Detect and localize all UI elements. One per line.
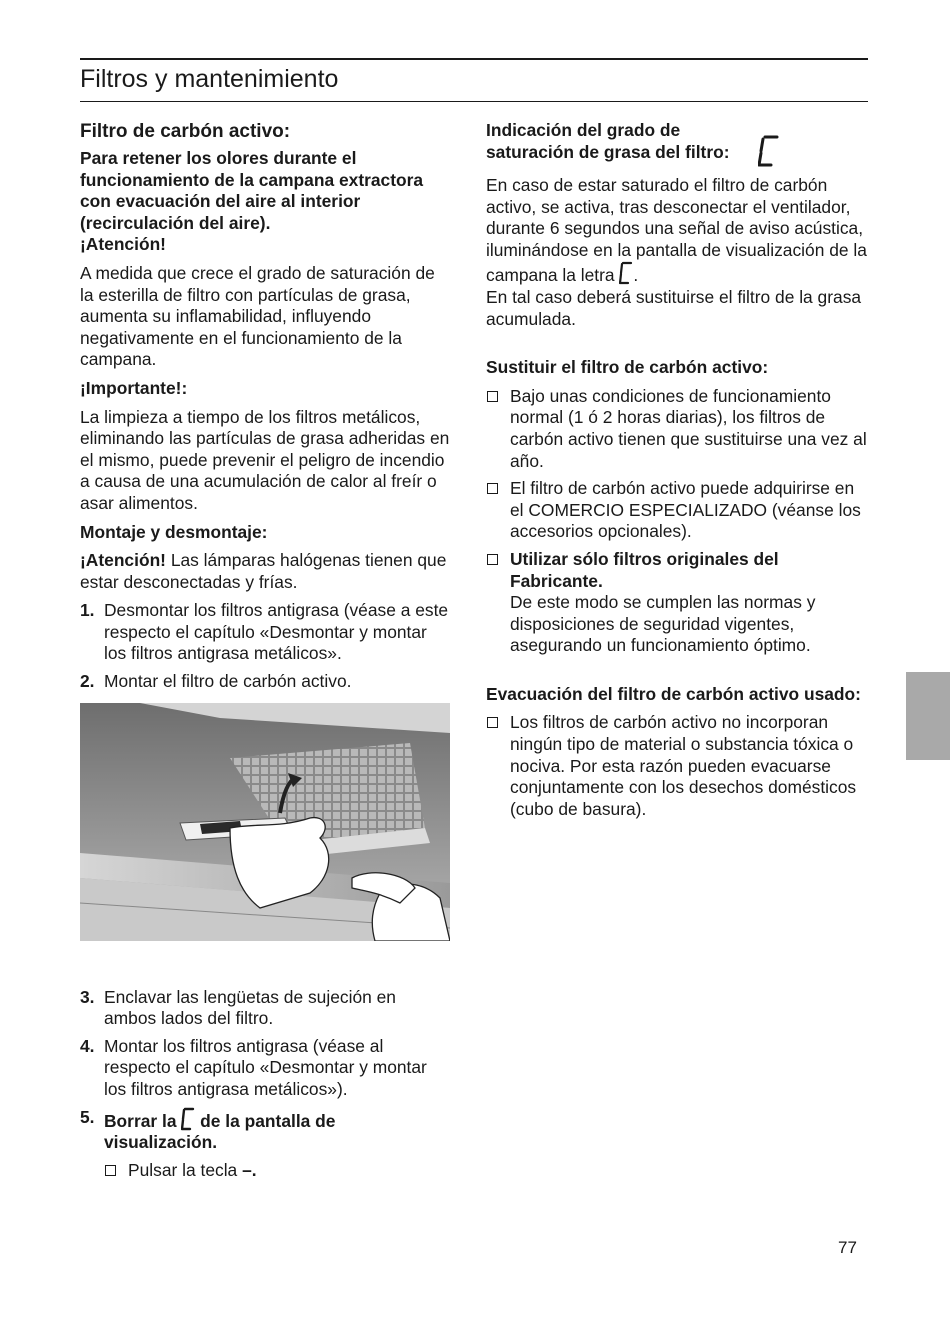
list-item [486, 549, 868, 657]
step-number: 3. [80, 986, 95, 1007]
section-tab-marker [906, 672, 950, 760]
disposal-list [486, 712, 868, 820]
mount-attention [80, 550, 452, 593]
indicator-text-1: En caso de estar saturado el filtro de carbón activo, se activa, tras desconectar el ventilador, durante 6 segundos una señal de aviso acústica, iluminándose en la pantalla de visualización de la campana la letra [486, 175, 867, 286]
step5-before: Borrar la [104, 1110, 182, 1131]
list-item [486, 712, 868, 820]
checkbox-icon [487, 483, 498, 494]
replace-list [486, 386, 868, 657]
top-rule [80, 58, 868, 60]
right-column [486, 120, 868, 827]
intro-text [80, 148, 452, 256]
replace-item-text: El filtro de carbón activo puede adquirirse en el COMERCIO ESPECIALIZADO (véanse los accesorios opcionales). [510, 478, 861, 542]
important-text: La limpieza a tiempo de los filtros metálicos, eliminando las partículas de grasa adheridas en el mismo, puede prevenir el peligro de incendio a causa de una acumulación de calor al freír o asar alimentos. [80, 406, 450, 513]
list-item [486, 386, 868, 472]
list-item [80, 987, 452, 1030]
mount-heading: Montaje y desmontaje: [80, 521, 268, 542]
disposal-heading: Evacuación del filtro de carbón activo usado: [486, 683, 861, 704]
step5-after: de la pantalla de visualización. [104, 1110, 336, 1153]
disposal-item-text: Los filtros de carbón activo no incorporan ningún tipo de material o substancia tóxica o nociva. Por esta razón pueden evacuarse conjuntamente con los desechos domésticos (cubo de basura). [510, 712, 857, 819]
step-number: 5. [80, 1106, 95, 1127]
step-number: 4. [80, 1035, 95, 1056]
display-c-icon [619, 261, 633, 285]
indicator-header [486, 120, 868, 168]
list-item [80, 671, 452, 693]
indicator-heading: Indicación del grado de saturación de grasa del filtro: [486, 120, 730, 162]
step-number: 2. [80, 671, 95, 692]
step5-sub-text [128, 1160, 452, 1182]
title-rule [80, 101, 868, 102]
important-label: ¡Importante!: [80, 377, 188, 398]
page-number: 77 [838, 1238, 857, 1257]
step-text: Montar los filtros antigrasa (véase al respecto el capítulo «Desmontar y montar los filtros antigrasa metálicos»). [104, 1035, 427, 1100]
steps-list-a [80, 600, 452, 692]
list-item [80, 1036, 452, 1101]
step-text: Enclavar las lengüetas de sujeción en ambos lados del filtro. [104, 986, 396, 1029]
safety-note: De este modo se cumplen las normas y disposiciones de seguridad vigentes, asegurando un funcionamiento óptimo. [510, 592, 816, 656]
spacer [486, 664, 868, 684]
indicator-text [486, 175, 868, 330]
attention-label: ¡Atención! [80, 234, 166, 255]
indicator-text-2: . [633, 265, 639, 286]
step-number: 1. [80, 600, 95, 621]
display-c-icon [758, 134, 780, 168]
step-text: Desmontar los filtros antigrasa (véase a este respecto el capítulo «Desmontar y montar los filtros antigrasa metálicos». [104, 600, 449, 664]
mount-attention-text: Las lámparas halógenas tienen que estar desconectadas y frías. [80, 550, 447, 592]
carbon-filter-heading: Filtro de carbón activo: [80, 121, 291, 142]
list-item [104, 1160, 452, 1182]
replace-item-text: Bajo unas condiciones de funcionamiento normal (1 ó 2 horas diarias), los filtros de carbón activo tienen que sustituirse una vez al año. [510, 385, 867, 471]
list-item [80, 600, 452, 665]
step-text [104, 1107, 452, 1154]
steps-list-b [80, 987, 452, 1182]
left-column [80, 120, 452, 1188]
list-item [486, 478, 868, 543]
filter-installation-illustration [80, 703, 450, 941]
checkbox-icon [487, 717, 498, 728]
spacer [486, 337, 868, 357]
replace-heading: Sustituir el filtro de carbón activo: [486, 357, 769, 378]
replace-item-text [510, 549, 868, 657]
page-title: Filtros y mantenimiento [80, 65, 339, 93]
checkbox-icon [487, 554, 498, 565]
step-text: Montar el filtro de carbón activo. [104, 671, 352, 692]
intro-bold: Para retener los olores durante el funcionamiento de la campana extractora con evacuación del aire al interior (recirculación del aire). [80, 148, 424, 233]
checkbox-icon [105, 1165, 116, 1176]
original-filters-note: Utilizar sólo filtros originales del Fabricante. [510, 548, 779, 591]
list-item [80, 1107, 452, 1154]
key-label: –. [242, 1159, 257, 1180]
hood-filter-illustration [80, 703, 450, 941]
attention-text: A medida que crece el grado de saturación de la esterilla de filtro con partículas de grasa, aumenta su inflamabilidad, influyendo negativamente en el funcionamiento de la campana. [80, 262, 435, 370]
display-c-icon [181, 1107, 195, 1131]
checkbox-icon [487, 391, 498, 402]
press-key-text: Pulsar la tecla [128, 1159, 243, 1180]
indicator-text-3: En tal caso deberá sustituirse el filtro de la grasa acumulada. [486, 286, 862, 329]
mount-attention-label: ¡Atención! [80, 550, 166, 571]
